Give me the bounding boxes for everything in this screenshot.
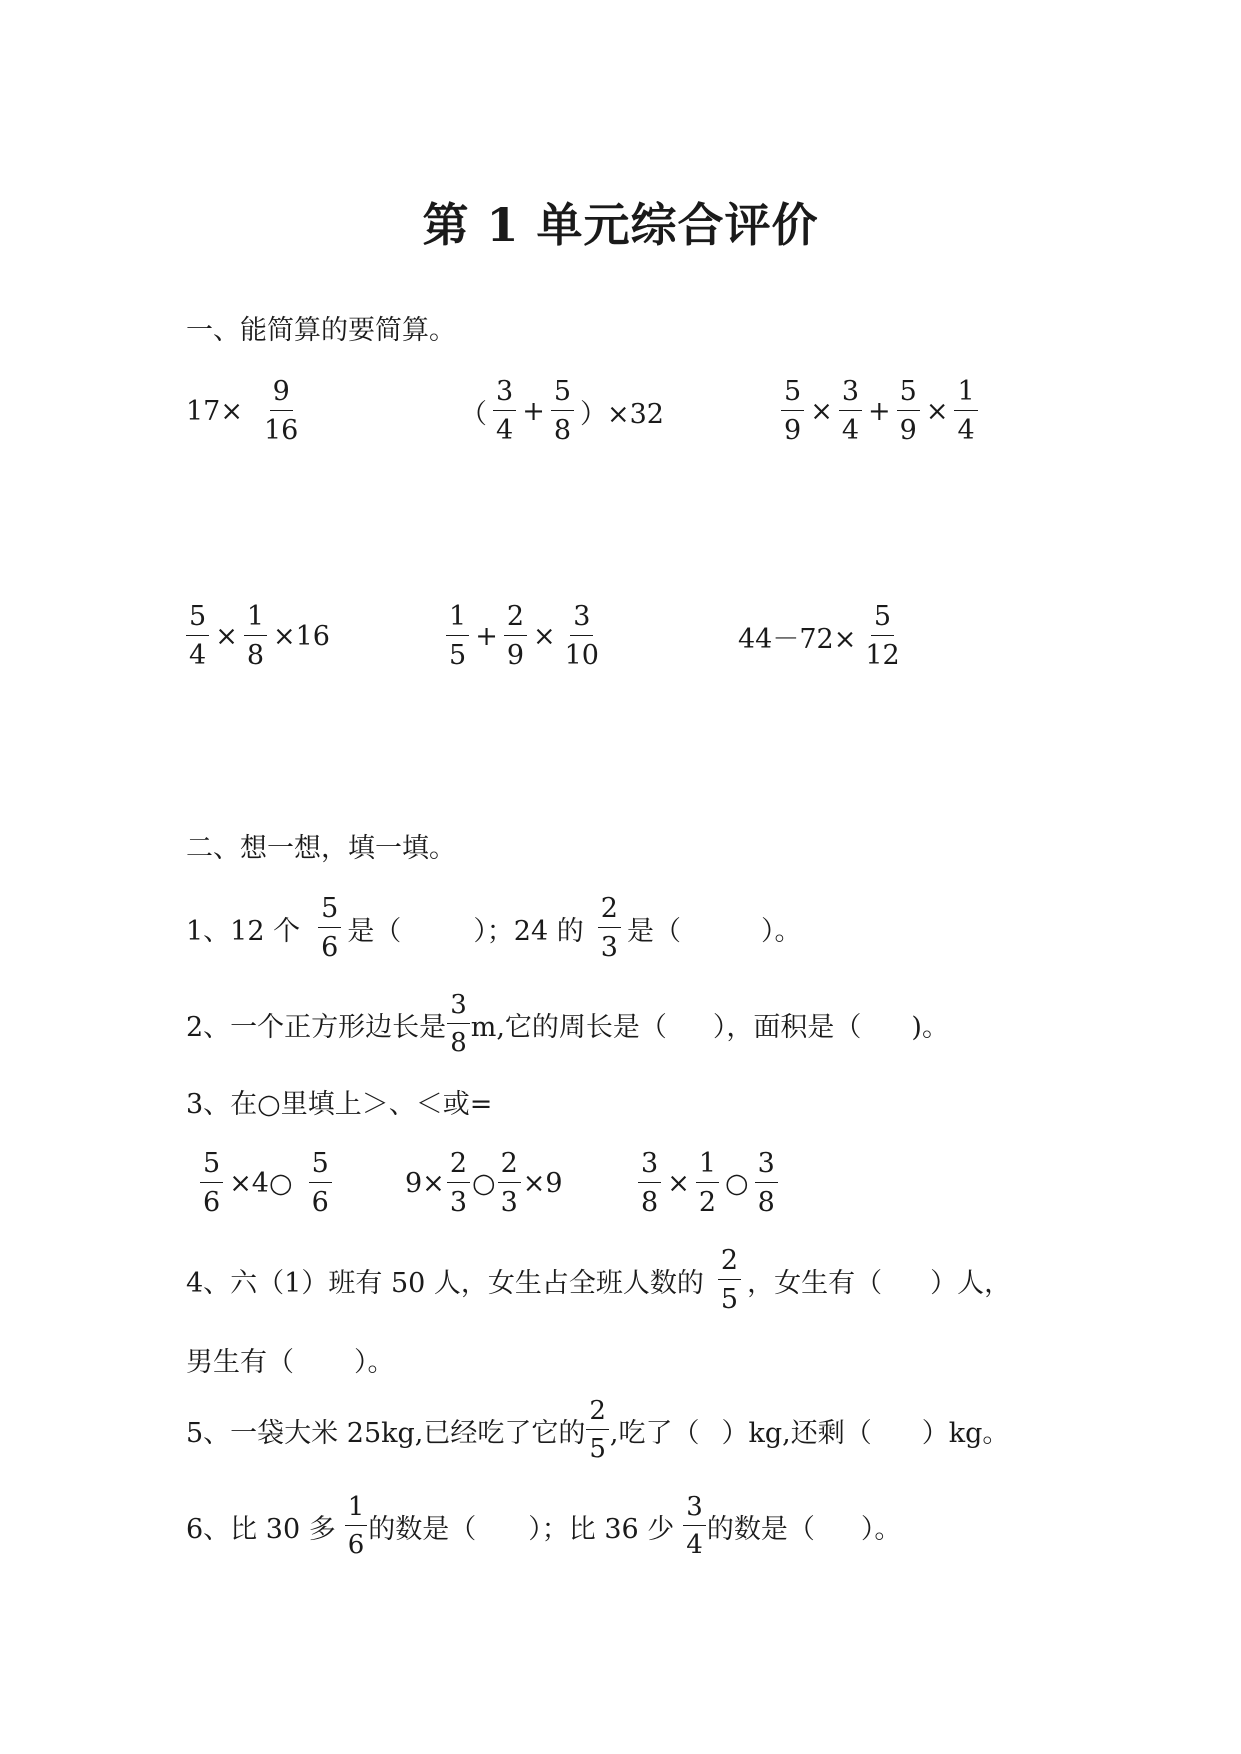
fraction: $\frac{1}{8}$: [244, 603, 267, 669]
expr-1-2: [460, 378, 664, 444]
fraction: $\frac{5}{4}$: [186, 603, 209, 669]
q-text: ）。: [860, 1513, 902, 1545]
q-text: 的数是（: [368, 1513, 477, 1545]
fraction: $\frac{3}{4}$: [493, 378, 516, 444]
compare-text: ×4○: [229, 1167, 293, 1199]
fraction: $\frac{1}{4}$: [954, 378, 977, 444]
expr-text: ×: [215, 620, 238, 652]
fraction: $\frac{2}{5}$: [718, 1247, 741, 1313]
compare-text: ×: [667, 1167, 690, 1199]
q-text: 6、比 30 多: [186, 1513, 336, 1545]
expr-2-1: [180, 603, 330, 669]
compare-text: ○: [725, 1167, 749, 1199]
compare-3: [632, 1150, 784, 1216]
q-text: ）；比 36 少: [528, 1513, 675, 1545]
compare-2: [405, 1150, 563, 1216]
question-4: [186, 1247, 1011, 1313]
question-5: [186, 1398, 1009, 1462]
q-text: ）kg,还剩（: [721, 1417, 872, 1449]
expr-text: ×: [925, 395, 949, 427]
fraction: $\frac{2}{3}$: [498, 1150, 521, 1216]
q-text: ,吃了（: [609, 1417, 700, 1449]
q-text: 2、一个正方形边长是: [186, 1011, 447, 1043]
fraction: $\frac{2}{3}$: [598, 895, 621, 961]
fraction: $\frac{9}{16}$: [263, 376, 299, 446]
fraction: $\frac{2}{9}$: [504, 603, 527, 669]
expr-1-1: [186, 378, 307, 444]
question-6: [186, 1494, 901, 1558]
fraction: $\frac{2}{5}$: [586, 1398, 609, 1462]
fraction: $\frac{5}{6}$: [318, 895, 341, 961]
fraction: $\frac{1}{5}$: [446, 603, 469, 669]
q-text: ），面积是（: [712, 1011, 862, 1043]
q-text: m,它的周长是（: [470, 1011, 667, 1043]
fraction: $\frac{3}{10}$: [564, 601, 599, 671]
fraction: $\frac{5}{12}$: [865, 601, 900, 671]
fraction: $\frac{2}{3}$: [447, 1150, 470, 1216]
question-2: [186, 992, 949, 1056]
expr-text: （: [460, 398, 487, 430]
q-text: 是（: [626, 915, 681, 947]
expr-text: ）×32: [580, 398, 664, 430]
q-text: ）kg。: [921, 1417, 1010, 1449]
q-text: 是（: [347, 915, 402, 947]
question-1: [186, 895, 801, 961]
expr-text: ×16: [273, 620, 330, 652]
expr-text: +: [522, 395, 545, 427]
q-text: 男生有（: [186, 1347, 294, 1378]
compare-text: ×9: [522, 1167, 563, 1199]
q-text: ）。: [354, 1347, 395, 1378]
compare-1: [194, 1150, 338, 1216]
page-title: 第 1 单元综合评价: [422, 198, 819, 252]
q-text: ，女生有（: [747, 1267, 883, 1299]
expr-text: +: [475, 620, 498, 652]
q-text: ）人，: [930, 1267, 1012, 1299]
section1-heading: 一、能简算的要简算。: [186, 315, 456, 346]
fraction: $\frac{5}{9}$: [897, 378, 920, 444]
expr-text: 17×: [186, 395, 243, 427]
fraction: $\frac{5}{6}$: [309, 1150, 332, 1216]
fraction: $\frac{3}{8}$: [447, 992, 470, 1056]
q-text: 1、12 个: [186, 915, 301, 947]
fraction: $\frac{1}{2}$: [696, 1150, 719, 1216]
fraction: $\frac{5}{6}$: [200, 1150, 223, 1216]
q-text: ）；24 的: [473, 915, 584, 947]
expr-text: +: [868, 395, 891, 427]
fraction: $\frac{3}{8}$: [638, 1150, 661, 1216]
fraction: $\frac{3}{8}$: [755, 1150, 778, 1216]
expr-2-3: [738, 603, 909, 669]
fraction: $\frac{3}{4}$: [839, 378, 862, 444]
q-text: )。: [911, 1011, 949, 1043]
fraction: $\frac{5}{8}$: [551, 378, 574, 444]
expr-2-2: [440, 603, 608, 669]
expr-text: ×: [533, 620, 556, 652]
section2-heading: 二、想一想，填一填。: [186, 833, 456, 864]
expr-text: ×: [810, 395, 833, 427]
q-text: 的数是（: [706, 1513, 815, 1545]
compare-text: ○: [472, 1167, 496, 1199]
q-text: ）。: [760, 915, 802, 947]
question-3: 3、在○里填上＞、＜或=: [186, 1089, 493, 1120]
question-4-cont: [186, 1340, 395, 1379]
fraction: $\frac{5}{9}$: [781, 378, 804, 444]
expr-text: 44－72×: [738, 623, 857, 655]
fraction: $\frac{1}{6}$: [345, 1494, 368, 1558]
q-text: 4、六（1）班有 50 人，女生占全班人数的: [186, 1267, 704, 1299]
q-text: 5、一袋大米 25kg,已经吃了它的: [186, 1417, 586, 1449]
fraction: $\frac{3}{4}$: [683, 1494, 706, 1558]
expr-1-3: [775, 378, 984, 444]
compare-text: 9×: [405, 1167, 445, 1199]
